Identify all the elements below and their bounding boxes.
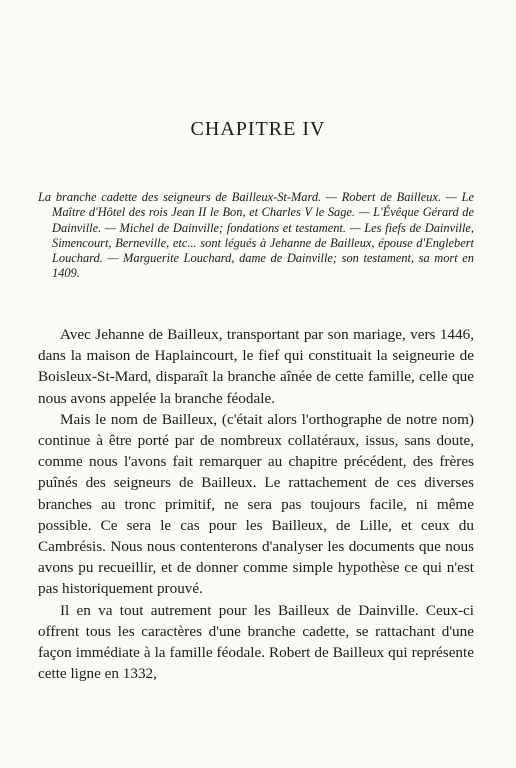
chapter-title: CHAPITRE IV	[190, 118, 326, 140]
paragraph: Mais le nom de Bailleux, (c'était alors l'orthographe de notre nom) continue à être porté par de nombreux collatéraux, issus, sans doute, comme nous l'avons fait remarquer au chapitre précédent, des frères puînés des seigneurs de Bailleux. Le rattachement de ces diverses branches au tronc primitif, ne sera pas toujours facile, ni même possible. Ce sera le cas pour les Bailleux, de Lille, et ceux du Cambrésis. Nous nous contenterons d'analyser les documents que nous avons pu recueillir, et de donner comme simple hypothèse ce qui n'est pas historiquement prouvé.	[38, 410, 474, 598]
paragraph: Avec Jehanne de Bailleux, transportant par son mariage, vers 1446, dans la maison de Haplaincourt, le fief qui constituait la seigneurie de Boisleux-St-Mard, disparaît la branche aînée de cette famille, celle que nous avons appelée la branche féodale.	[38, 326, 474, 407]
chapter-summary: La branche cadette des seigneurs de Bailleux-St-Mard. — Robert de Bailleux. — Le Maître d'Hôtel des rois Jean II le Bon, et Charles V le Sage. — L'Évêque Gérard de Dainville. — Michel de Dainville; fondations et testament. — Les fiefs de Dainville, Simencourt, Berneville, etc... sont légués à Jehanne de Bailleux, épouse d'Englebert Louchard. — Marguerite Louchard, dame de Dainville; son testament, sa mort en 1409.	[38, 190, 474, 281]
paragraph: Il en va tout autrement pour les Bailleux de Dainville. Ceux-ci offrent tous les caractères d'une branche cadette, se rattachant d'une façon immédiate à la famille féodale. Robert de Bailleux qui représente cette ligne en 1332,	[38, 601, 474, 683]
chapter-body	[38, 324, 474, 684]
